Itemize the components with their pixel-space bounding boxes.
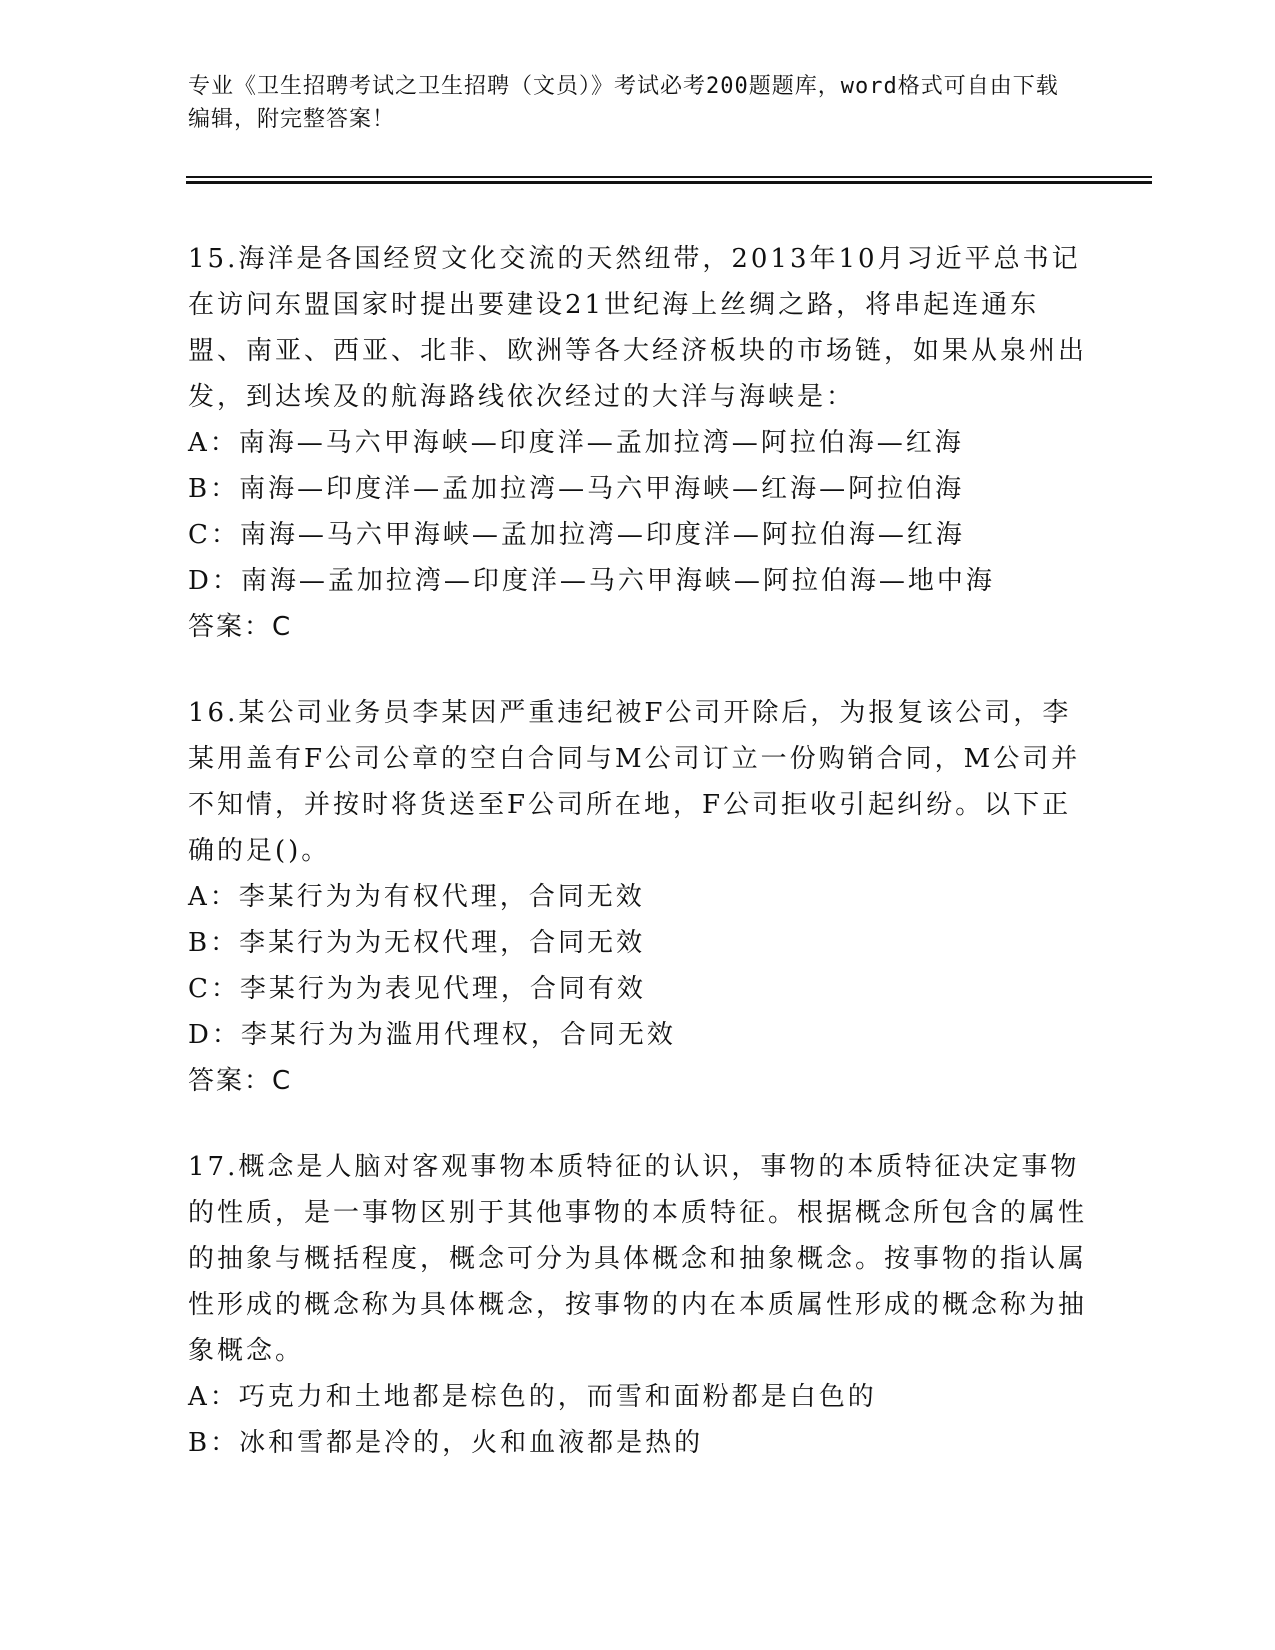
option-d: D：李某行为为滥用代理权，合同无效 [188,1020,676,1050]
option-b: B：冰和雪都是冷的，火和血液都是热的 [188,1428,704,1458]
option-b: B：李某行为为无权代理，合同无效 [188,928,646,958]
document-header: 专业《卫生招聘考试之卫生招聘（文员）》考试必考200题题库，word格式可自由下载编辑，附完整答案！ [188,74,1059,132]
question-stem: 17.概念是人脑对客观事物本质特征的认识，事物的本质特征决定事物的性质，是一事物区别于其他事物的本质特征。根据概念所包含的属性的抽象与概括程度，概念可分为具体概念和抽象概念。按事物的指认属性形成的概念称为具体概念，按事物的内在本质属性形成的概念称为抽象概念。 [188,1152,1088,1366]
question-15 [188,236,1088,650]
option-d: D：南海—孟加拉湾—印度洋—马六甲海峡—阿拉伯海—地中海 [188,566,995,596]
option-c: C：南海—马六甲海峡—孟加拉湾—印度洋—阿拉伯海—红海 [188,520,965,550]
answer: 答案：C [188,1066,293,1096]
question-stem: 15.海洋是各国经贸文化交流的天然纽带，2013年10月习近平总书记在访问东盟国家时提出要建设21世纪海上丝绸之路，将串起连通东盟、南亚、西亚、北非、欧洲等各大经济板块的市场链，如果从泉州出发，到达埃及的航海路线依次经过的大洋与海峡是： [188,244,1088,412]
question-17 [188,1144,1088,1466]
header-divider-thick [186,181,1152,184]
header-divider-thin [186,176,1152,178]
option-a: A：南海—马六甲海峡—印度洋—孟加拉湾—阿拉伯海—红海 [188,428,964,458]
option-a: A：巧克力和土地都是棕色的，而雪和面粉都是白色的 [188,1382,877,1412]
option-c: C：李某行为为表见代理，合同有效 [188,974,646,1004]
option-b: B：南海—印度洋—孟加拉湾—马六甲海峡—红海—阿拉伯海 [188,474,965,504]
answer: 答案：C [188,612,293,642]
question-stem: 16.某公司业务员李某因严重违纪被F公司开除后，为报复该公司，李某用盖有F公司公章的空白合同与M公司订立一份购销合同，M公司并不知情，并按时将货送至F公司所在地，F公司拒收引起纠纷。以下正确的足()。 [188,698,1081,866]
question-16 [188,690,1088,1104]
option-a: A：李某行为为有权代理，合同无效 [188,882,645,912]
